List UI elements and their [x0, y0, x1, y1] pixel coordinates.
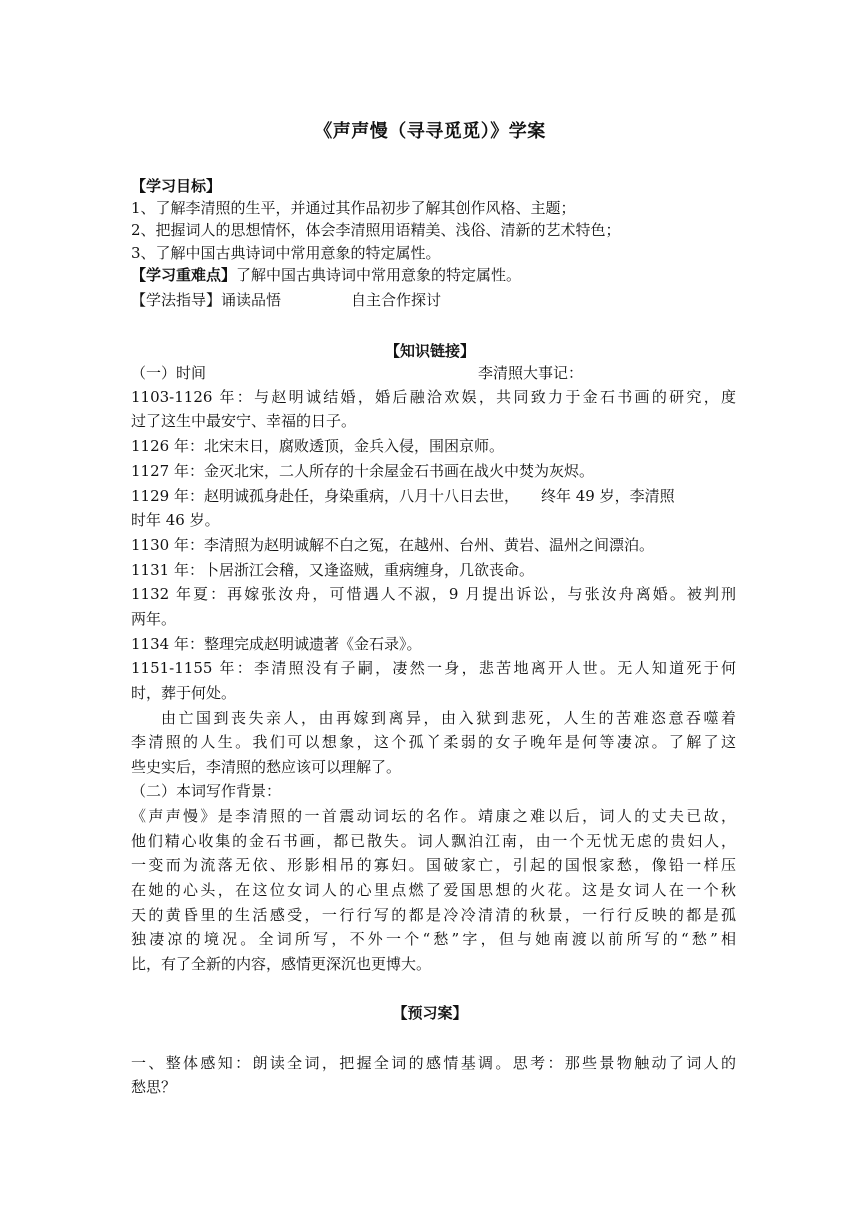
time-label: （一）时间 — [131, 364, 207, 382]
background-line: 比，有了全新的内容，感情更深沉也更博大。 — [131, 955, 432, 973]
event-line: 两年。 — [131, 610, 177, 628]
method — [131, 289, 736, 310]
knowledge-heading: 【知识链接】 — [384, 342, 475, 360]
preview-question: 一、整体感知：朗读全词，把握全词的感情基调。思考：那些景物触动了词人的 — [131, 1054, 736, 1072]
goal-item: 2、把握词人的思想情怀，体会李清照用语精美、浅俗、清新的艺术特色； — [131, 221, 621, 239]
time-row — [131, 362, 736, 383]
goal-item: 1、了解李清照的生平，并通过其作品初步了解其创作风格、主题； — [131, 199, 576, 217]
method-label: 【学法指导】 — [131, 291, 222, 309]
key-points-text: 了解中国古典诗词中常用意象的特定属性。 — [236, 266, 522, 284]
key-points-label: 【学习重难点】 — [131, 266, 237, 284]
event-line-part: 终年 49 岁，李清照 — [540, 487, 675, 505]
summary-line: 由亡国到丧失亲人，由再嫁到离异，由入狱到悲死，人生的苦难恣意吞噬着 — [161, 709, 736, 727]
event-line: 1127 年：金灭北宋，二人所存的十余屋金石书画在战火中焚为灰烬。 — [131, 462, 594, 480]
preview-heading: 【预习案】 — [392, 1004, 468, 1022]
key-points — [131, 264, 736, 285]
event-line: 1131 年：卜居浙江会稽，又逢盗贼，重病缠身，几欲丧命。 — [131, 561, 534, 579]
background-line: 《声声慢》是李清照的一首震动词坛的名作。靖康之难以后，词人的丈夫已故， — [131, 807, 736, 825]
event-line: 过了这生中最安宁、幸福的日子。 — [131, 412, 357, 430]
event-line: 1151-1155 年：李清照没有子嗣，凄然一身，悲苦地离开人世。无人知道死于何 — [131, 659, 736, 677]
event-line: 时，葬于何处。 — [131, 684, 237, 702]
event-line: 1134 年：整理完成赵明诚遗著《金石录》。 — [131, 635, 422, 653]
event-line — [131, 485, 736, 506]
event-line: 1130 年：李清照为赵明诚解不白之冤，在越州、台州、黄岩、温州之间漂泊。 — [131, 536, 654, 554]
event-line: 1132 年夏：再嫁张汝舟，可惜遇人不淑，9 月提出诉讼，与张汝舟离婚。被判刑 — [131, 585, 736, 603]
goals-heading: 【学习目标】 — [131, 177, 222, 195]
background-label: （二）本词写作背景： — [131, 782, 282, 800]
background-line: 一变而为流落无依、形影相吊的寡妇。国破家亡，引起的国恨家愁，像铅一样压 — [131, 856, 736, 874]
event-line: 1103-1126 年：与赵明诚结婚，婚后融洽欢娱，共同致力于金石书画的研究，度 — [131, 388, 736, 406]
preview-question: 愁思？ — [131, 1078, 177, 1096]
goal-item: 3、了解中国古典诗词中常用意象的特定属性。 — [131, 244, 441, 262]
background-line: 天的黄昏里的生活感受，一行行写的都是冷冷清清的秋景，一行行反映的都是孤 — [131, 906, 736, 924]
summary-line: 李清照的人生。我们可以想象，这个孤丫柔弱的女子晚年是何等凄凉。了解了这 — [131, 733, 736, 751]
event-line: 时年 46 岁。 — [131, 511, 220, 529]
background-line: 在她的心头，在这位女词人的心里点燃了爱国思想的火花。这是女词人在一个秋 — [131, 881, 736, 899]
event-line: 1126 年：北宋末日，腐败透顶，金兵入侵，围困京师。 — [131, 437, 504, 455]
method-item: 自主合作探讨 — [351, 291, 442, 309]
event-line-part: 1129 年：赵明诚孤身赴任，身染重病，八月十八日去世， — [131, 487, 519, 505]
background-line: 他们精心收集的金石书画，都已散失。词人飘泊江南，由一个无忧无虑的贵妇人， — [131, 832, 736, 850]
summary-line: 些史实后，李清照的愁应该可以理解了。 — [131, 758, 402, 776]
events-label: 李清照大事记： — [478, 364, 584, 382]
page-title: 《声声慢（寻寻觅觅）》学案 — [314, 121, 546, 142]
background-line: 独凄凉的境况。全词所写，不外一个“愁”字，但与她南渡以前所写的“愁”相 — [131, 930, 736, 948]
method-item: 诵读品悟 — [221, 291, 282, 309]
